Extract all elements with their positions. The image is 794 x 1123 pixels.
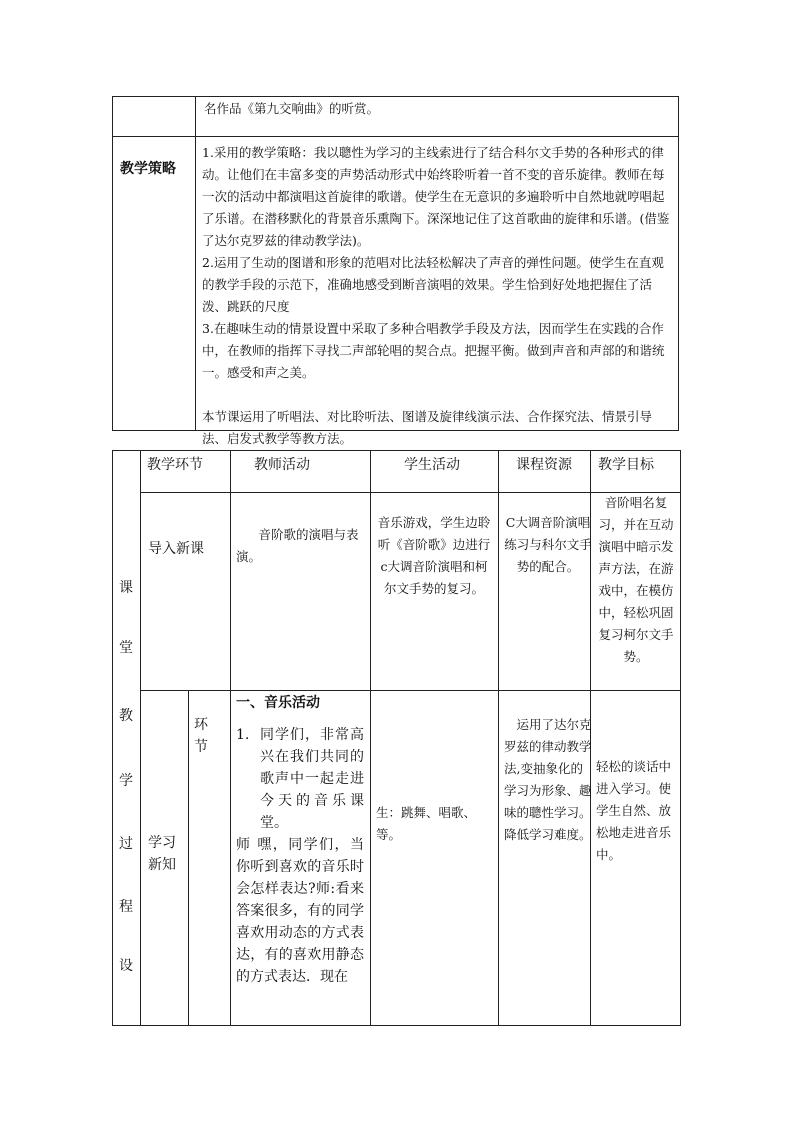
side-char-1: 课	[119, 580, 133, 596]
t2-col-teacher	[230, 450, 231, 1026]
new-knowledge-sub-label-text: 环节	[194, 717, 208, 755]
t2-col-sub	[188, 690, 189, 1026]
strategy-paragraph-4: 本节课运用了听唱法、对比聆听法、图谱及旋律线演示法、合作探究法、情景引导法、启发式教学等教方法。	[202, 409, 653, 446]
new-teacher-heading: 一、音乐活动	[236, 695, 320, 711]
intro-teaching-goal: 音阶唱名复习，并在互动演唱中暗示发声方法，在游戏中，在模仿中，轻松巩固复习柯尔文手势。	[598, 495, 674, 664]
header-teaching-stage: 教学环节	[147, 457, 203, 473]
new-teacher-item-text: 同学们，非常高兴在我们共同的歌声中一起走进今天的音乐课堂。	[260, 727, 364, 831]
t1-row1-text: 名作品《第九交响曲》的听赏。	[204, 101, 380, 116]
new-teacher-rest: 师 嘿，同学们，当你听到喜欢的音乐时会怎样表达?师:看来答案很多，有的同学喜欢用动态的方式表达，有的喜欢用静态的方式表达．现在	[236, 837, 364, 985]
t1-border-top	[112, 96, 679, 97]
strategy-paragraph-3: 3.在趣味生动的情景设置中采取了多种合唱教学手段及方法，因而学生在实践的合作中，在教师的指挥下寻找二声部轮唱的契合点。把握平衡。做到声音和声部的和谐统一。感受和声之美。	[202, 321, 665, 380]
header-teacher-activity: 教师活动	[254, 457, 310, 473]
t1-col-divider	[195, 96, 196, 431]
t2-col-side	[140, 450, 141, 1026]
t2-border-right	[680, 450, 681, 1026]
t2-col-student	[370, 450, 371, 1026]
side-char-6: 程	[119, 899, 133, 915]
t1-border-right	[678, 96, 679, 431]
t2-row-intro	[140, 690, 681, 691]
new-teaching-goal: 轻松的谈话中进入学习。使学生自然、放松地走进音乐中。	[596, 759, 672, 862]
new-knowledge-sub-label	[194, 714, 214, 758]
header-teaching-goals: 教学目标	[598, 457, 654, 473]
t2-border-bottom	[112, 1025, 681, 1026]
new-student-activity: 生：跳舞、唱歌、等。	[376, 805, 477, 842]
side-char-5: 过	[119, 836, 133, 852]
new-teacher-activity	[236, 692, 364, 988]
t2-border-top	[112, 450, 681, 451]
new-teacher-item	[236, 724, 364, 834]
intro-course-resource: C大调音阶演唱练习与科尔文手势的配合。	[504, 515, 592, 574]
t1-row-divider	[112, 136, 679, 137]
side-char-2: 堂	[119, 640, 133, 656]
intro-student-activity: 音乐游戏，学生边聆听《音阶歌》边进行c大调音阶演唱和柯尔文手势的复习。	[377, 515, 491, 596]
intro-label: 导入新课	[148, 541, 204, 557]
strategy-content	[202, 142, 672, 450]
header-student-activity: 学生活动	[404, 457, 460, 473]
new-knowledge-label	[148, 832, 182, 876]
new-course-resource: 运用了达尔克罗兹的律动教学法,变抽象化的学习为形象、趣味的聰性学习。降低学习难度。	[504, 717, 592, 842]
side-label	[112, 450, 140, 1026]
t1-border-left	[112, 96, 113, 431]
strategy-label: 教学策略	[120, 161, 176, 177]
strategy-table	[112, 96, 679, 446]
side-char-3: 教	[119, 708, 133, 724]
process-table	[112, 450, 681, 1026]
side-char-4: 学	[119, 773, 133, 789]
strategy-paragraph-2: 2.运用了生动的图谱和形象的范唱对比法轻松解决了声音的弹性问题。使学生在直观的教学手段的示范下，准确地感受到断音演唱的效果。学生恰到好处地把握住了活泼、跳跃的尺度	[202, 255, 664, 314]
new-knowledge-label-text: 学习新知	[148, 835, 176, 873]
intro-teacher-activity: 音阶歌的演唱与表演。	[236, 527, 359, 564]
header-course-resources: 课程资源	[516, 457, 572, 473]
new-teacher-item-num: 1.	[236, 727, 250, 743]
strategy-paragraph-1: 1.采用的教学策略：我以聰性为学习的主线索进行了结合科尔文手势的各种形式的律动。让他们在丰富多变的声势活动形式中始终聆听着一首不变的音乐旋律。教师在每一次的活动中都演唱这首旋律的歌谱。使学生在无意识的多遍聆听中自然地就哼唱起了乐谱。在潜移默化的背景音乐熏陶下。深深地记住了这首歌曲的旋律和乐谱。(借鉴了达尔克罗兹的律动教学法)。	[202, 145, 670, 248]
t2-col-resource	[498, 450, 499, 1026]
side-char-7: 设	[119, 958, 133, 974]
